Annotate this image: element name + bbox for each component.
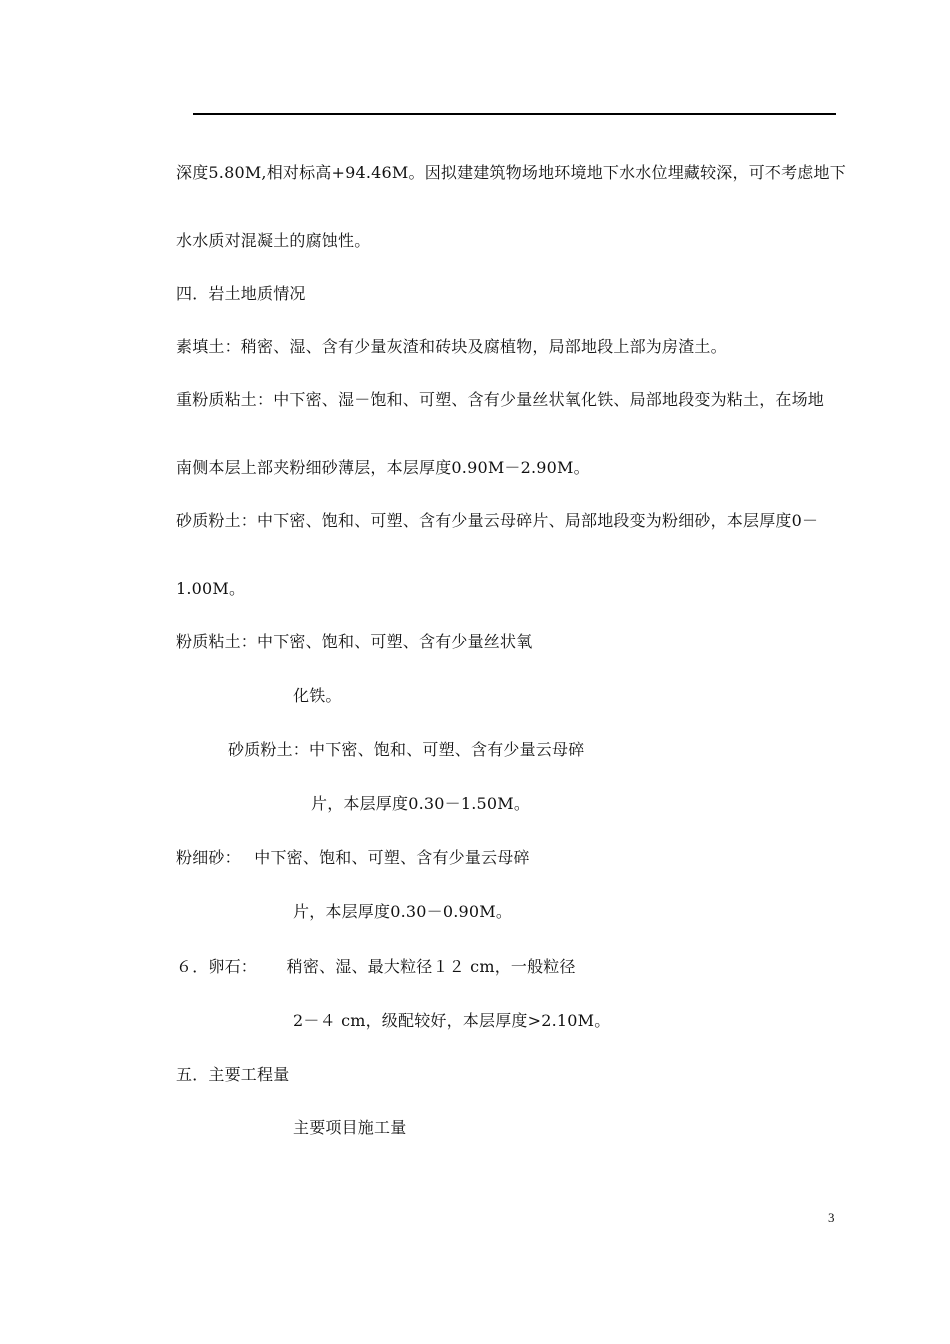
- section-heading: 五．主要工程量: [176, 1065, 290, 1084]
- paragraph-line: ６．卵石： 稍密、湿、最大粒径１２ cm，一般粒径: [176, 957, 576, 976]
- header-rule: [193, 113, 836, 115]
- paragraph-line: 深度5.80M,相对标高+94.46M。因拟建建筑物场地环境地下水水位埋藏较深，可不考虑地下: [176, 163, 846, 182]
- paragraph-line: 砂质粉土：中下密、饱和、可塑、含有少量云母碎片、局部地段变为粉细砂，本层厚度0－: [176, 511, 819, 530]
- paragraph-line: 水水质对混凝土的腐蚀性。: [176, 231, 371, 250]
- paragraph-line: 化铁。: [293, 686, 342, 705]
- paragraph-line: 重粉质粘土：中下密、湿－饱和、可塑、含有少量丝状氧化铁、局部地段变为粘土，在场地: [176, 390, 825, 409]
- paragraph-line: 粉细砂： 中下密、饱和、可塑、含有少量云母碎: [176, 848, 530, 867]
- paragraph-line: 粉质粘土：中下密、饱和、可塑、含有少量丝状氧: [176, 632, 533, 651]
- paragraph-line: 片，本层厚度0.30－0.90M。: [293, 902, 513, 921]
- paragraph-line: 1.00M。: [176, 579, 246, 598]
- paragraph-line: 素填土：稍密、湿、含有少量灰渣和砖块及腐植物，局部地段上部为房渣土。: [176, 337, 727, 356]
- paragraph-line: 南侧本层上部夹粉细砂薄层，本层厚度0.90M－2.90M。: [176, 458, 590, 477]
- paragraph-line: 砂质粉土：中下密、饱和、可塑、含有少量云母碎: [228, 740, 585, 759]
- section-heading: 四．岩土地质情况: [176, 284, 306, 303]
- paragraph-line: 主要项目施工量: [293, 1118, 407, 1137]
- page-number: 3: [828, 1210, 835, 1225]
- paragraph-line: 2－４ cm，级配较好，本层厚度>2.10M。: [293, 1011, 611, 1030]
- paragraph-line: 片，本层厚度0.30－1.50M。: [311, 794, 531, 813]
